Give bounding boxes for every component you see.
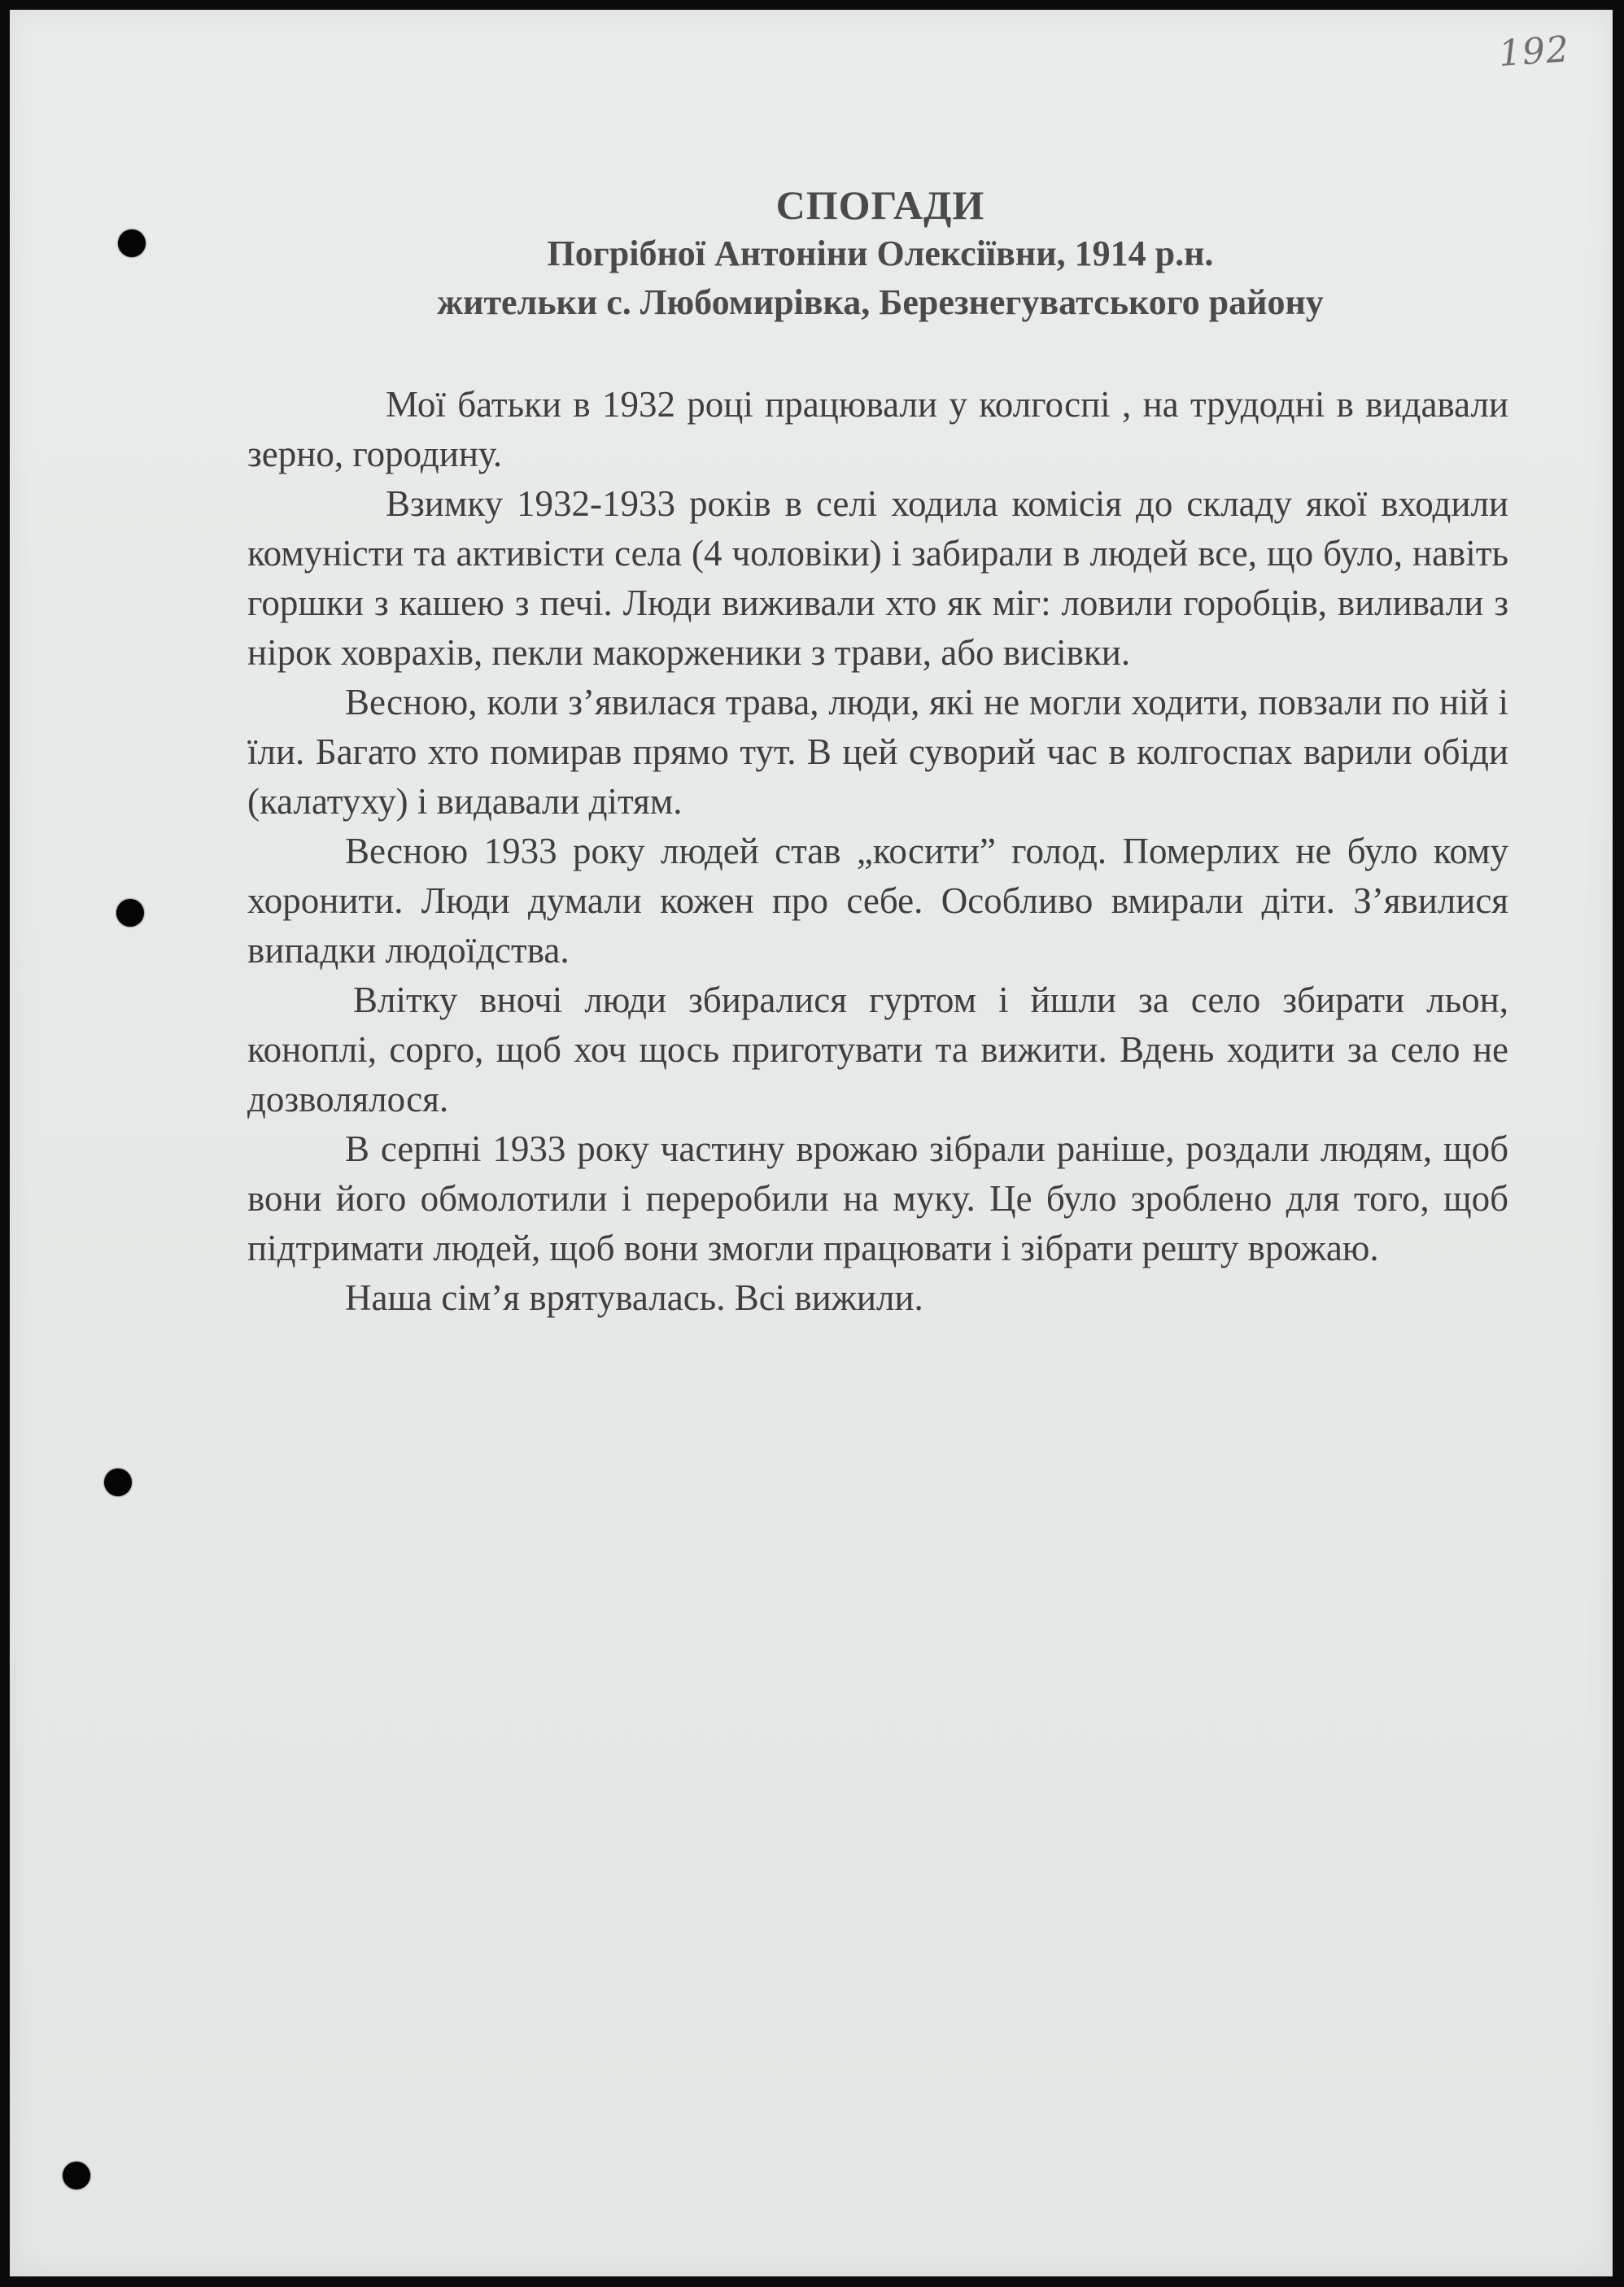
paragraph: Взимку 1932-1933 років в селі ходила комісія до складу якої входили комуністи та активісти села (4 чоловіки) і забирали в людей все, що було, навіть горшки з кашею з печі. Люди виживали хто як міг: ловили горобців, виливали з нірок ховрахів, пекли макорженики з трави, або висівки. — [247, 483, 1508, 673]
heading-line-name: Погрібної Антоніни Олексіївни, 1914 р.н. — [547, 234, 1214, 273]
document-sheet — [10, 10, 1613, 2276]
punch-hole — [63, 2162, 90, 2189]
punch-hole — [104, 1469, 132, 1496]
paragraph: Весною, коли з’явилася трава, люди, які не могли ходити, повзали по ній і їли. Багато хто помирав прямо тут. В цей суворий час в колгоспах варили обіди (калатуху) і видавали дітям. — [247, 682, 1508, 822]
punch-hole — [116, 899, 144, 927]
document-body — [247, 380, 1508, 1323]
paragraph: Влітку вночі люди збиралися гуртом і йшли за село збирати льон, коноплі, сорго, щоб хоч щось приготувати та вижити. Вдень ходити за село не дозволялося. — [247, 980, 1508, 1119]
punch-hole — [118, 229, 146, 257]
paragraph: Наша сім’я врятувалась. Всі вижили. — [345, 1277, 923, 1318]
heading-line-residence: жительки с. Любомирівка, Березнегуватського району — [437, 282, 1324, 322]
handwritten-page-number: 192 — [1497, 28, 1571, 75]
paragraph: Мої батьки в 1932 році працювали у колгоспі , на трудодні в видавали зерно, городину. — [247, 384, 1508, 474]
document-heading — [246, 181, 1515, 327]
document-title: СПОГАДИ — [775, 182, 985, 228]
paragraph: В серпні 1933 року частину врожаю зібрали раніше, роздали людям, щоб вони його обмолотили і переробили на муку. Це було зроблено для того, щоб підтримати людей, щоб вони змогли працювати і зібрати решту врожаю. — [247, 1128, 1508, 1268]
paragraph: Весною 1933 року людей став „косити” голод. Померлих не було кому хоронити. Люди думали кожен про себе. Особливо вмирали діти. З’явилися випадки людоїдства. — [247, 831, 1508, 971]
